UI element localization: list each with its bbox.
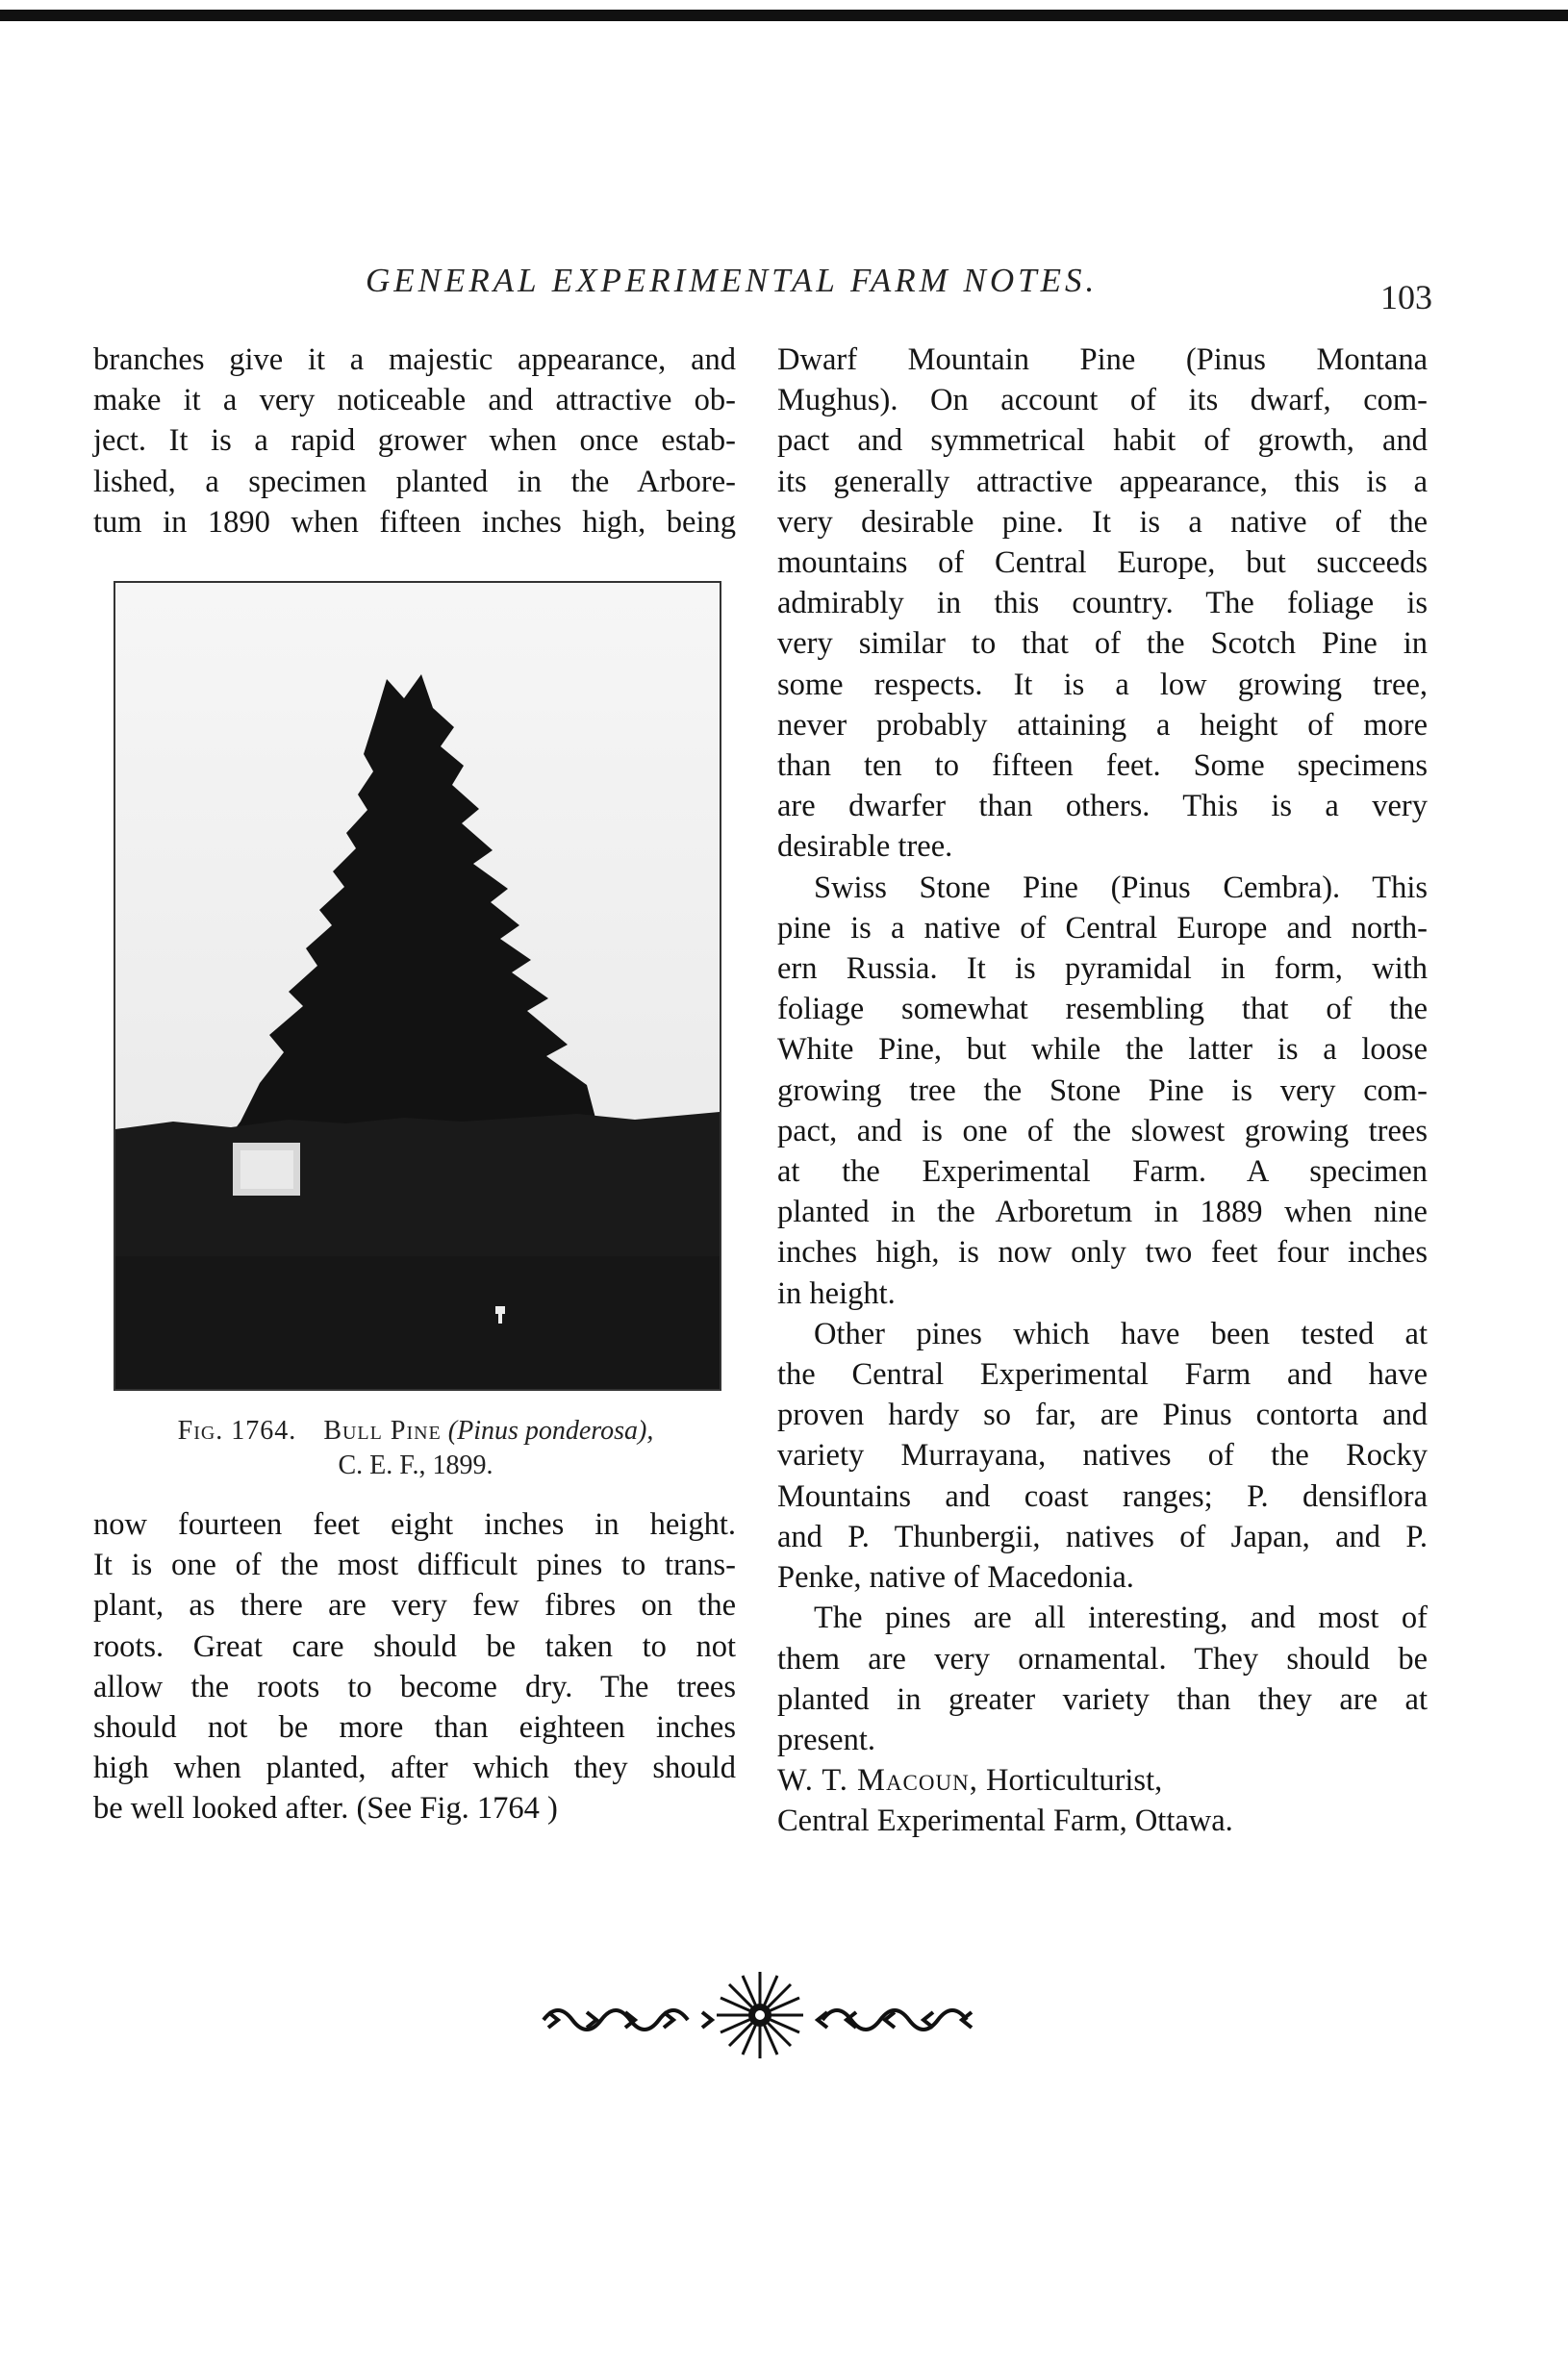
text-line: foliage somewhat resembling that of the (777, 992, 1428, 1027)
figure-source: C. E. F., 1899. (338, 1450, 493, 1480)
text-line: the Central Experimental Farm and have (777, 1357, 1428, 1393)
text-line: desirable tree. (777, 829, 953, 865)
figure-caption (96, 1414, 735, 1483)
text-line: now fourteen feet eight inches in height. (93, 1507, 736, 1542)
text-line: roots. Great care should be taken to not (93, 1628, 736, 1664)
text-line: Other pines which have been tested at (814, 1316, 1428, 1351)
text-line: and P. Thunbergii, natives of Japan, and P. (777, 1519, 1428, 1554)
text-line: pact and symmetrical habit of growth, and (777, 423, 1428, 459)
text-line: at the Experimental Farm. A specimen (777, 1154, 1428, 1190)
text-line: Penke, native of Macedonia. (777, 1560, 1134, 1596)
signature-name: W. T. Macoun, (777, 1763, 978, 1799)
text-line: ject. It is a rapid grower when once estab- (93, 423, 736, 459)
text-line: high when planted, after which they should (93, 1751, 736, 1786)
right-column (777, 340, 1428, 1842)
left-column-intro (93, 340, 736, 542)
figure-common-name: Bull Pine (323, 1416, 442, 1446)
text-line: planted in greater variety than they are at (777, 1681, 1428, 1717)
text-line: It is one of the most difficult pines to trans- (93, 1548, 736, 1583)
text-line: Dwarf Mountain Pine (Pinus Montana (777, 342, 1428, 377)
text-line: never probably attaining a height of more (777, 707, 1428, 743)
figure-latin-name: (Pinus ponderosa), (447, 1416, 654, 1446)
running-head: GENERAL EXPERIMENTAL FARM NOTES. (366, 262, 1099, 299)
text-line: present. (777, 1722, 875, 1757)
text-line: make it a very noticeable and attractive ob- (93, 383, 736, 418)
text-line: branches give it a majestic appearance, and (93, 342, 736, 377)
decorative-ornament (534, 1962, 986, 2068)
page-number: 103 (1380, 278, 1432, 316)
text-line: tum in 1890 when fifteen inches high, being (93, 504, 736, 540)
signature-title: Horticulturist, (985, 1763, 1163, 1799)
text-line: The pines are all interesting, and most of (814, 1601, 1428, 1636)
text-line: pine is a native of Central Europe and north- (777, 910, 1428, 946)
text-line: mountains of Central Europe, but succeeds (777, 545, 1428, 581)
top-rule (0, 10, 1568, 21)
text-line: are dwarfer than others. This is a very (777, 789, 1428, 824)
text-line: in height. (777, 1275, 896, 1311)
text-line: inches high, is now only two feet four inches (777, 1235, 1428, 1271)
figure-label: Fig. 1764. (177, 1416, 297, 1446)
left-column-continued (93, 1504, 736, 1829)
text-line: variety Murrayana, natives of the Rocky (777, 1438, 1428, 1474)
text-line: very similar to that of the Scotch Pine in (777, 626, 1428, 662)
tree-silhouette-image (115, 583, 720, 1389)
text-line: very desirable pine. It is a native of the (777, 504, 1428, 540)
text-line: should not be more than eighteen inches (93, 1710, 736, 1746)
text-line: allow the roots to become dry. The trees (93, 1669, 736, 1704)
signature-line (777, 1760, 1428, 1801)
signature-place: Central Experimental Farm, Ottawa. (777, 1803, 1233, 1839)
text-line: ern Russia. It is pyramidal in form, with (777, 951, 1428, 987)
text-line: them are very ornamental. They should be (777, 1641, 1428, 1677)
text-line: Mountains and coast ranges; P. densiflora (777, 1478, 1428, 1514)
text-line: growing tree the Stone Pine is very com- (777, 1072, 1428, 1108)
text-line: Swiss Stone Pine (Pinus Cembra). This (814, 870, 1428, 905)
text-line: be well looked after. (See Fig. 1764 ) (93, 1791, 558, 1827)
text-line: pact, and is one of the slowest growing trees (777, 1113, 1428, 1148)
text-line: proven hardy so far, are Pinus contorta and (777, 1398, 1428, 1433)
text-line: lished, a specimen planted in the Arbore- (93, 464, 736, 499)
text-line: than ten to fifteen feet. Some specimens (777, 748, 1428, 784)
text-line: planted in the Arboretum in 1889 when nine (777, 1195, 1428, 1230)
text-line: some respects. It is a low growing tree, (777, 667, 1428, 702)
text-line: admirably in this country. The foliage is (777, 586, 1428, 621)
bull-pine-photograph (114, 581, 721, 1391)
text-line: White Pine, but while the latter is a loose (777, 1032, 1428, 1068)
text-line: its generally attractive appearance, this is a (777, 464, 1428, 499)
text-line: Mughus). On account of its dwarf, com- (777, 383, 1428, 418)
text-line: plant, as there are very few fibres on the (93, 1588, 736, 1624)
